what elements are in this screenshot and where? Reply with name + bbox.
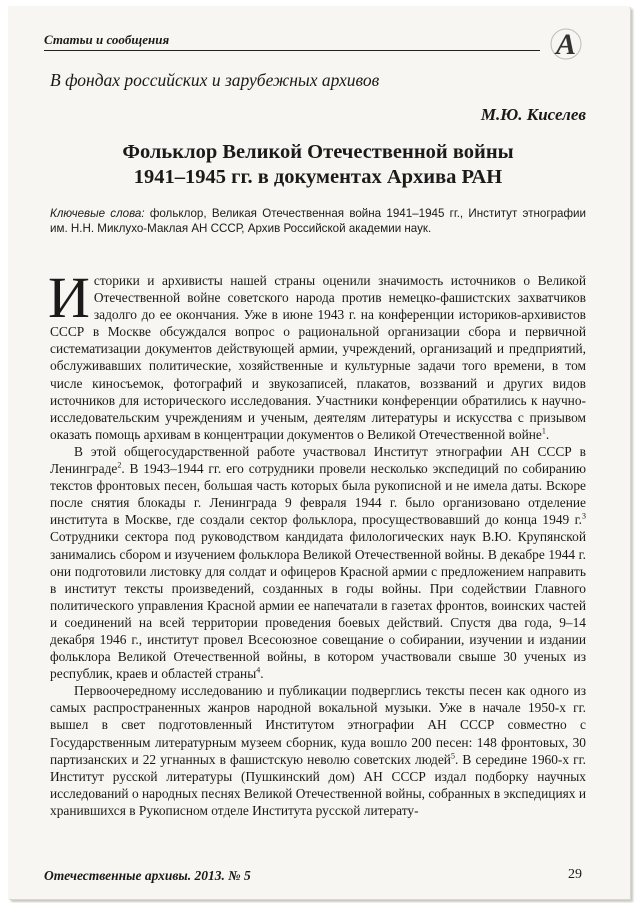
article-body [48, 265, 586, 819]
paragraph-1-end: . [545, 426, 550, 442]
paragraph-2-text-c: Сотрудники сектора под руководством кандидата филологических наук В.Ю. Крупянской занимались сбором и изучением фольклора Великой Отечественной войны. В декабре 1944 г. они подготовили листовку для солдат и офицеров Красной армии с предложением направить в институт тексты произведений, созданных в годы войны. При содействии Главного политического управления Красной армии ее напечатали в газетах фронтов, воинских частей и соединений на всей территории проведения боевых действий. Спустя два года, 9–14 декабря 1946 г., институт провел Всесоюзное совещание о собирании, изучении и издании фольклора Великой Отечественной войны, в котором участвовали свыше 30 ученых из республик, краев и областей страны [50, 529, 586, 682]
paragraph-2 [50, 443, 586, 682]
paragraph-3-text-b: . В середине 1960-х гг. Институт русской литературы (Пушкинский дом) АН СССР издал подборку научных исследований о народных песнях Великой Отечественной войны, собранных в экспедициях и хранившихся в Рукописном отделе Института русской литерату- [50, 751, 586, 818]
paragraph-3 [50, 682, 586, 819]
footnote-ref-1: 1 [541, 426, 546, 436]
article-title [48, 140, 588, 190]
journal-logo-icon [548, 26, 584, 62]
footnote-ref-2: 2 [117, 460, 122, 470]
paragraph-2-end: . [260, 666, 264, 682]
keywords [50, 206, 586, 236]
author-name: М.Ю. Киселев [480, 105, 586, 124]
section-title: В фондах российских и зарубежных архивов [50, 70, 380, 90]
footnote-ref-4: 4 [256, 665, 261, 675]
paragraph-3-text-a: Первоочередному исследованию и публикации подверглись тексты песен как одного из самых распространенных жанров народной вокальной музыки. Уже в начале 1950-х гг. вышел в свет подготовленный Институтом этнографии АН СССР совместно с Государственным литературным музеем сборник, куда вошло 200 песен: 148 фронтовых, 30 партизанских и 22 угнанных в фашистскую неволю советских людей [50, 683, 586, 767]
drop-cap: И [48, 265, 90, 330]
paragraph-2-text-a: В этой общегосударственной работе участвовал Институт этнографии АН СССР в Ленинграде [50, 443, 586, 477]
footer-journal-info: Отечественные архивы. 2013. № 5 [44, 868, 251, 883]
keywords-text: фольклор, Великая Отечественная война 1941–1945 гг., Институт этнографии им. Н.Н. Миклухо-Маклая АН СССР, Архив Российской академии наук. [50, 207, 586, 236]
paragraph-2-text-b: . В 1943–1944 гг. его сотрудники провели несколько экспедиций по собиранию текстов фронтовых песен, большая часть которых была рукописной и не имела даты. Вскоре после снятия блокады г. Ленинграда 9 февраля 1944 г. было организовано отделение института в Москве, где создали сектор фольклора, просуществовавший до конца 1949 г. [50, 461, 586, 528]
logo-letter: А [555, 28, 577, 61]
footnote-ref-5: 5 [450, 751, 455, 761]
paragraph-1-text: сторики и архивисты нашей страны оценили значимость источников о Великой Отечественной войне советского народа против немецко-фашистских захватчиков задолго до ее окончания. Уже в июне 1943 г. на конференции историков-архивистов СССР в Москве обсуждался вопрос о рациональной организации сбора и первичной систематизации документов действующей армии, учреждений, организаций и предприятий, обслуживавших политические, хозяйственные и культурные задачи того времени, в том числе киносъемок, фотографий и звукозаписей, плакатов, воззваний и других видов источников для исторического исследования. Участники конференции обратились к научно-исследовательским учреждениям и ученым, деятелям литературы и искусства с призывом оказать помощь архивам в концентрации документов о Великой Отечественной войне [50, 273, 586, 442]
rubric-header: Статьи и сообщения [44, 32, 170, 47]
journal-page [8, 6, 630, 899]
footnote-ref-3: 3 [582, 511, 586, 521]
page-number: 29 [568, 867, 582, 882]
keywords-label: Ключевые слова: [50, 207, 145, 220]
article-title-line2: 1941–1945 гг. в документах Архива РАН [133, 166, 503, 188]
header-rule [44, 50, 540, 51]
article-title-line1: Фольклор Великой Отечественной войны [122, 141, 514, 163]
paragraph-1 [48, 265, 586, 443]
